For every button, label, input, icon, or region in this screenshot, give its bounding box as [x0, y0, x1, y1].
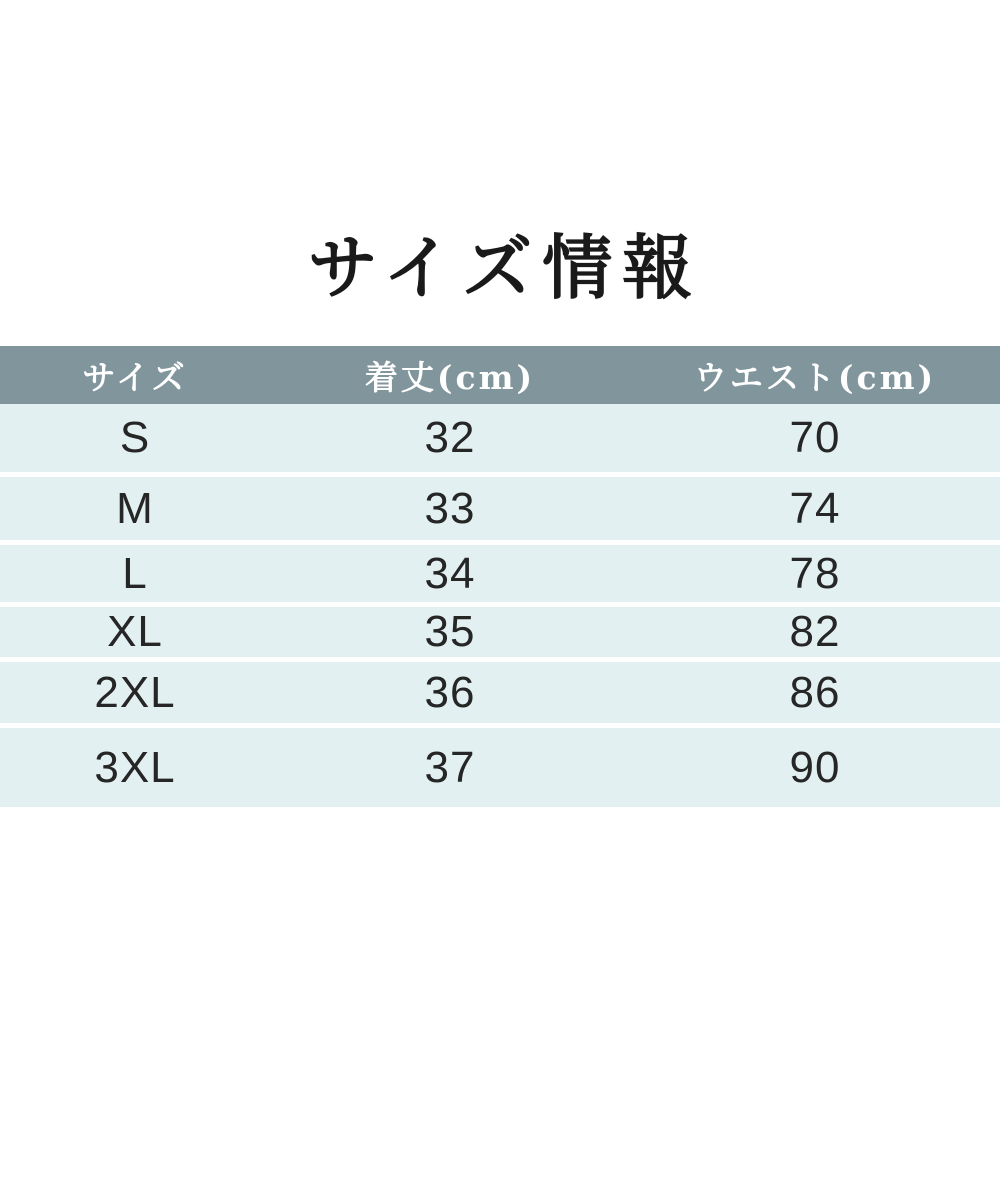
size-cell: XL — [0, 602, 270, 657]
length-cell: 37 — [270, 723, 630, 807]
waist-cell: 90 — [630, 723, 1000, 807]
waist-cell: 74 — [630, 472, 1000, 540]
length-cell: 33 — [270, 472, 630, 540]
size-cell: 2XL — [0, 657, 270, 723]
length-cell: 32 — [270, 404, 630, 472]
table-row — [0, 540, 1000, 602]
table-row — [0, 723, 1000, 807]
table-row — [0, 657, 1000, 723]
size-cell: 3XL — [0, 723, 270, 807]
col-header-waist: ウエスト(cm) — [630, 346, 1000, 404]
length-cell: 36 — [270, 657, 630, 723]
length-cell: 35 — [270, 602, 630, 657]
waist-cell: 70 — [630, 404, 1000, 472]
col-header-length: 着丈(cm) — [270, 346, 630, 404]
waist-cell: 82 — [630, 602, 1000, 657]
length-cell: 34 — [270, 540, 630, 602]
table-row — [0, 602, 1000, 657]
size-cell: S — [0, 404, 270, 472]
col-header-size: サイズ — [0, 346, 270, 404]
table-row — [0, 472, 1000, 540]
waist-cell: 78 — [630, 540, 1000, 602]
size-cell: L — [0, 540, 270, 602]
size-cell: M — [0, 472, 270, 540]
table-row — [0, 404, 1000, 472]
table-header-row — [0, 346, 1000, 404]
waist-cell: 86 — [630, 657, 1000, 723]
size-table — [0, 346, 1000, 807]
page-title: サイズ情報 — [307, 226, 703, 309]
